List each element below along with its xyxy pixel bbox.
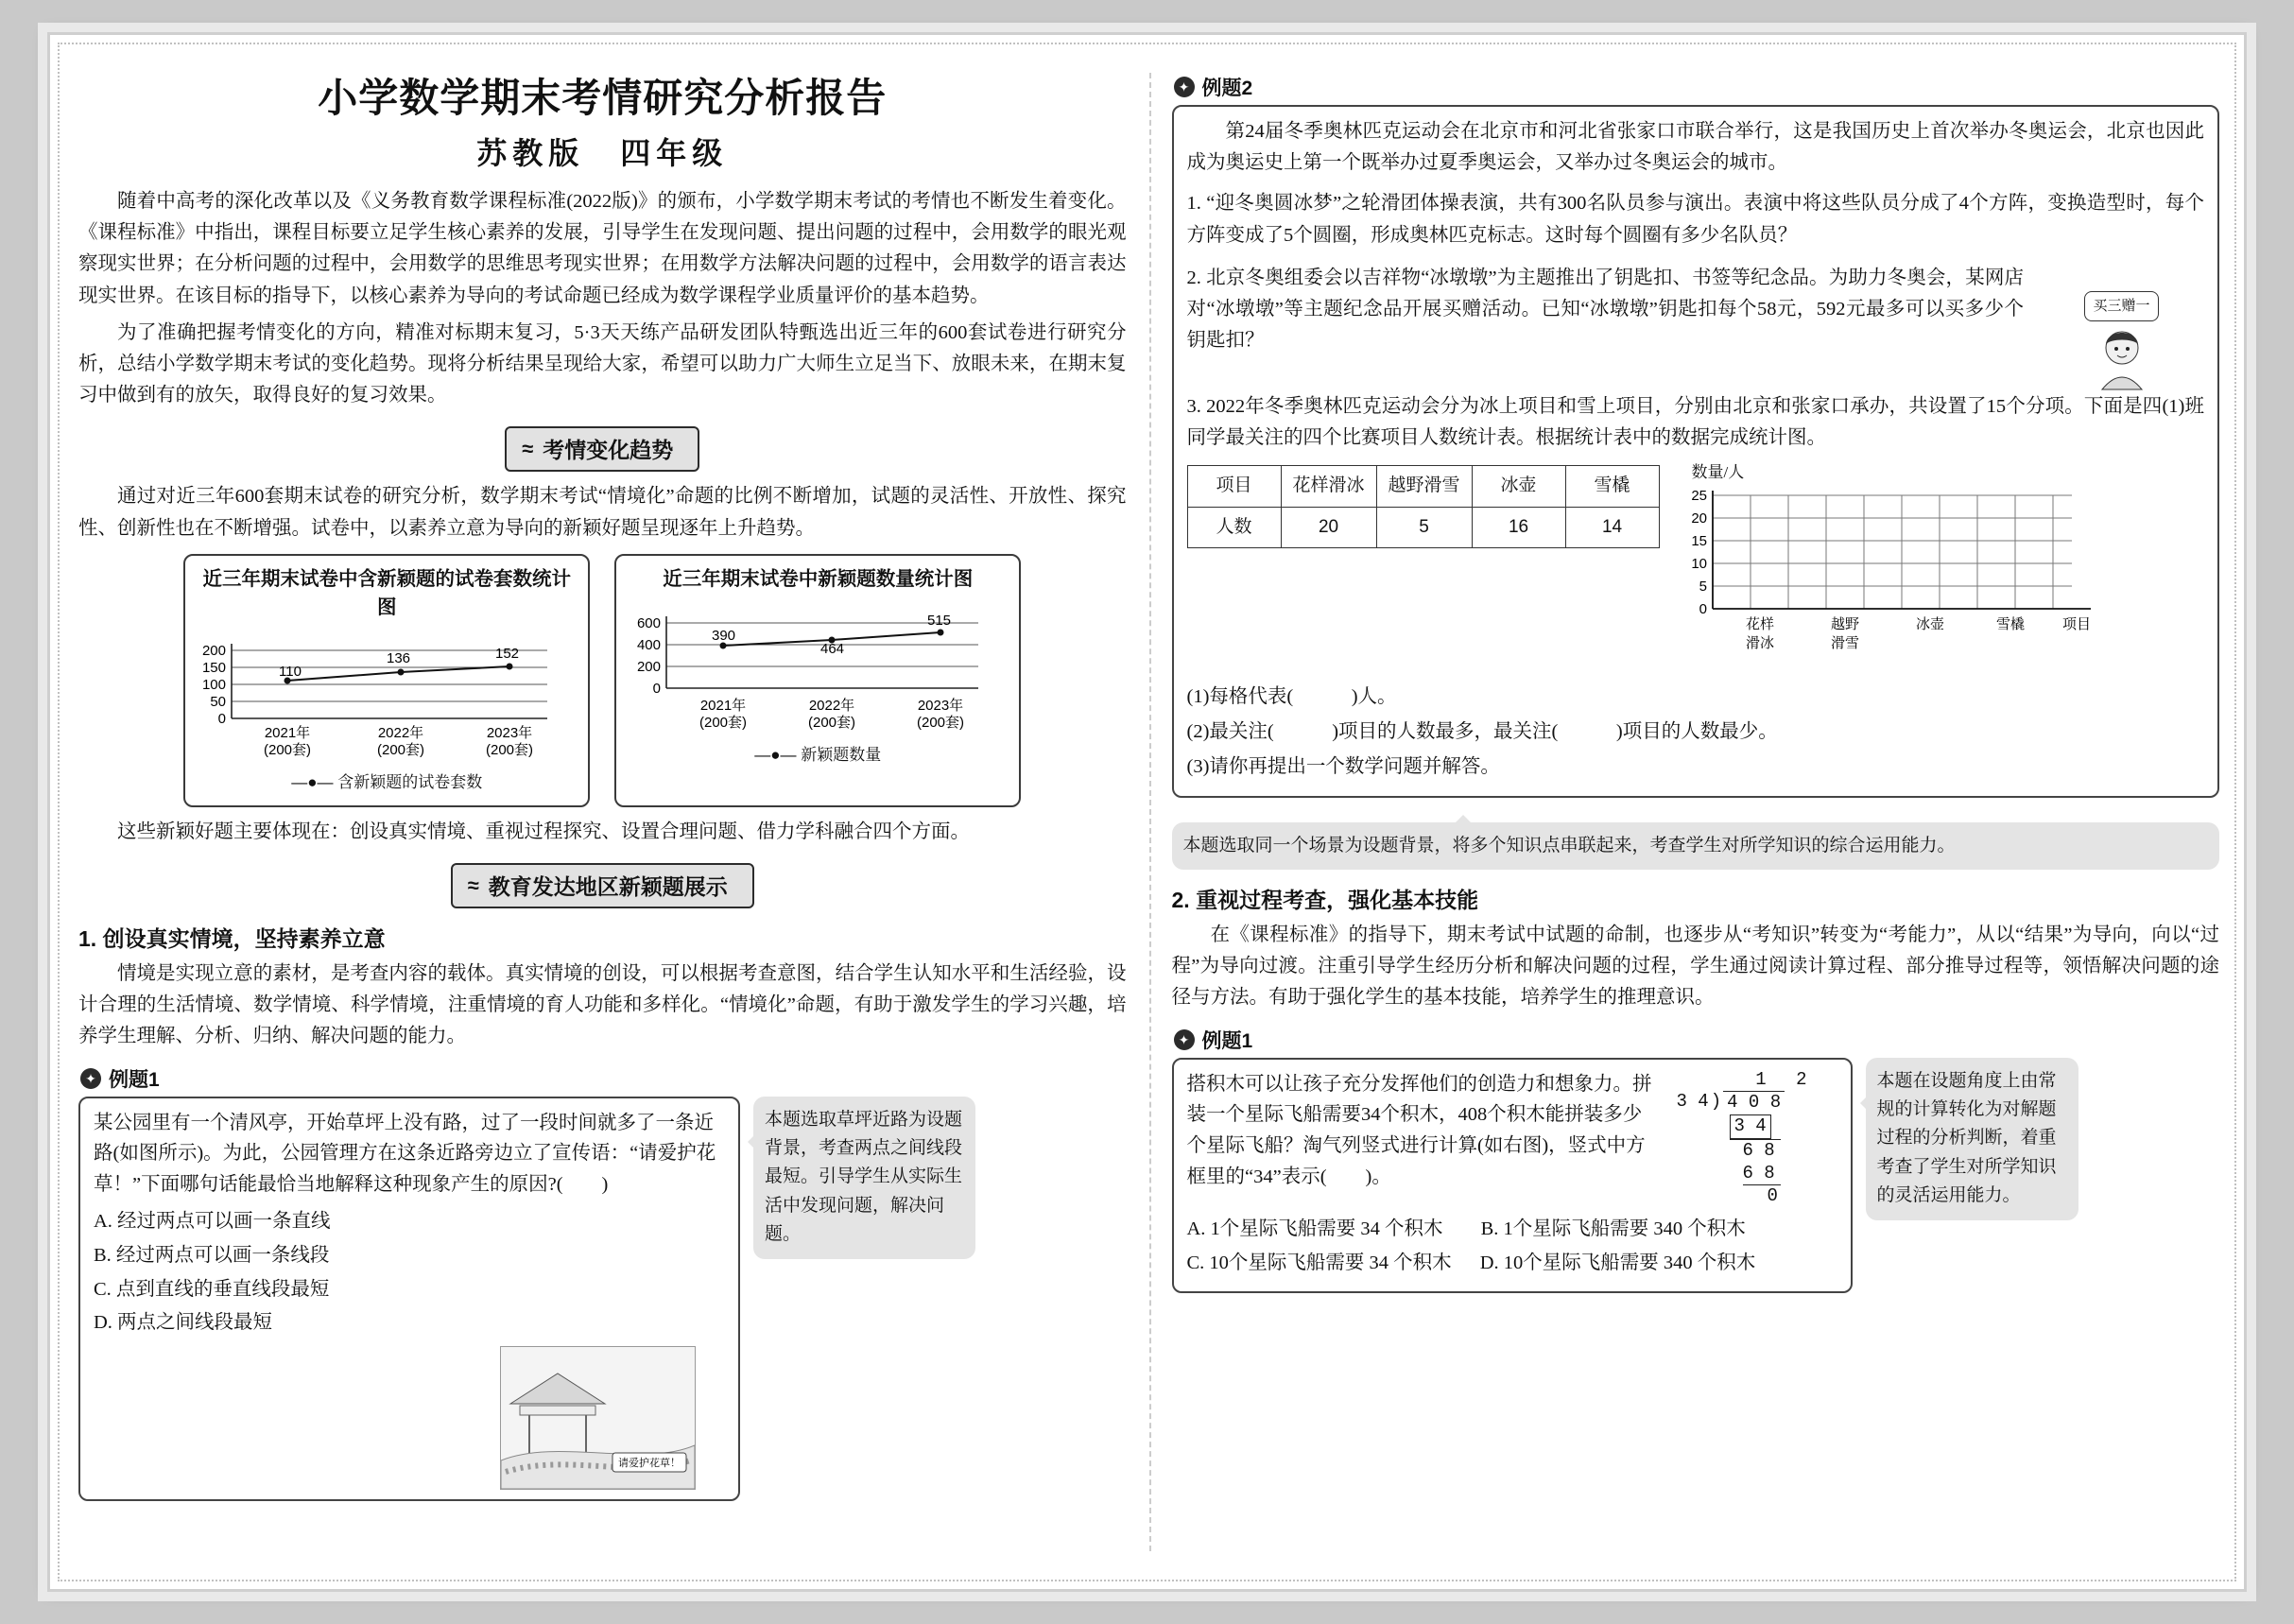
chart-1-title: 近三年期末试卷中含新颖题的试卷套数统计图 <box>202 567 571 618</box>
example2-label: 例题2 <box>1201 78 1253 99</box>
chart-2-title: 近三年期末试卷中新颖题数量统计图 <box>663 567 974 590</box>
topic2-example-tag <box>1174 1026 2220 1054</box>
trend-paragraph: 通过对近三年600套期末试卷的研究分析，数学期末考试“情境化”命题的比例不断增加，试题的灵活性、开放性、探究性、创新性也在不断增强。试卷中，以素养立意为导向的新颖好题呈现逐年上升趋势。 <box>78 486 1127 539</box>
trend-heading-label: 考情变化趋势 <box>543 438 674 463</box>
table-cell-category-1: 越野滑雪 <box>1376 466 1472 507</box>
promo-badge: 买三赠一 <box>2084 291 2158 321</box>
table-cell-value-0: 20 <box>1281 507 1376 547</box>
page-subtitle: 苏教版 四年级 <box>476 136 729 170</box>
svg-text:雪橇: 雪橇 <box>1995 616 2025 633</box>
example2-item-2: 2. 北京冬奥组委会以吉祥物“冰墩墩”为主题推出了钥匙扣、书签等纪念品。为助力冬奥会，某网店对“冰墩墩”等主题纪念品开展买赠活动。已知“冰墩墩”钥匙扣每个58元，592元最多可以买多少个钥匙扣？ <box>1186 267 2024 352</box>
legend-line-icon: —●— <box>291 773 334 792</box>
chart-3-ylabel: 数量/人 <box>1691 463 1745 482</box>
svg-text:滑雪: 滑雪 <box>1830 635 1859 652</box>
svg-text:项目: 项目 <box>2061 616 2091 633</box>
svg-text:390: 390 <box>712 627 736 644</box>
topic2-example-row <box>1172 1058 2220 1293</box>
topic1-question-box <box>78 1097 740 1502</box>
topic2-callout-text: 本题在设题角度上由常规的计算转化为对解题过程的分析判断，着重考查了学生对所学知识的灵活运用能力。 <box>1876 1070 2057 1206</box>
topic1-choice-b: B. 经过两点可以画一条线段 <box>94 1244 330 1266</box>
charts-row <box>78 554 1127 807</box>
division-step-1-boxed: 3 4 <box>1730 1114 1771 1139</box>
svg-text:100: 100 <box>202 677 227 694</box>
wave-icon: ≈ <box>522 436 532 460</box>
chart-1-legend <box>197 769 577 792</box>
svg-text:花样: 花样 <box>1745 616 1774 633</box>
svg-text:越野: 越野 <box>1830 616 1859 633</box>
example2-callout <box>1172 822 2220 870</box>
chart-1-legend-label: 含新颖题的试卷套数 <box>337 773 483 792</box>
division-quotient: 1 2 <box>1755 1068 1817 1090</box>
report-page <box>47 32 2247 1592</box>
division-step-2: 6 8 <box>1742 1139 1775 1161</box>
example2-item-2-row <box>1187 263 2205 391</box>
chart-2-plot <box>629 597 1007 739</box>
svg-text:10: 10 <box>1690 556 1707 573</box>
table-cell-category-3: 雪橇 <box>1565 466 1659 507</box>
svg-text:2021年: 2021年 <box>265 725 311 742</box>
topic1-question-text: 某公园里有一个清风亭，开始草坪上没有路，过了一段时间就多了一条近路(如图所示)。为此，公园管理方在这条近路旁边立了宣传语：“请爱护花草！”下面哪句话能最恰当地解释这种现象产生的原因?( ) <box>94 1112 716 1196</box>
table-cell-category-0: 花样滑冰 <box>1281 466 1376 507</box>
chart-2-legend-label: 新颖题数量 <box>801 745 882 764</box>
topic1-example-row <box>78 1097 1127 1502</box>
svg-text:515: 515 <box>927 612 952 629</box>
topic1-choice-a: A. 经过两点可以画一条直线 <box>94 1211 331 1233</box>
svg-text:0: 0 <box>1699 601 1707 618</box>
svg-text:400: 400 <box>637 636 662 653</box>
svg-text:200: 200 <box>637 658 662 675</box>
topic2-paragraph: 在《课程标准》的指导下，期末考试中试题的命制，也逐步从“考知识”转变为“考能力”，从以“结果”为导向，向以“过程”为导向过渡。注重引导学生经历分析和解决问题的过程，学生通过阅读计算过程、部分推导过程等，领悟解决问题的途径与方法。有助于强化学生的基本技能，培养学生的推理意识。 <box>1171 924 2219 1009</box>
promo-illustration <box>2039 289 2204 391</box>
trend-section-header <box>78 426 1127 472</box>
lightbulb-icon: ✦ <box>1174 77 1195 97</box>
svg-text:2023年: 2023年 <box>487 725 533 742</box>
long-division-illustration <box>1677 1069 1837 1209</box>
example2-subquestions <box>1187 682 2205 782</box>
topic2-callout <box>1866 1058 2078 1220</box>
chart-card-2 <box>614 554 1021 807</box>
svg-text:2023年: 2023年 <box>918 697 964 714</box>
statistics-table <box>1187 465 1660 548</box>
example2-subquestion-2: (2)最关注( )项目的人数最多，最关注( )项目的人数最少。 <box>1186 721 1778 742</box>
left-column <box>78 61 1149 1572</box>
svg-text:(200套): (200套) <box>699 714 748 731</box>
lightbulb-icon: ✦ <box>80 1068 101 1089</box>
lightbulb-icon: ✦ <box>1174 1029 1195 1050</box>
svg-text:(200套): (200套) <box>917 714 965 731</box>
chart-3-plot <box>1675 485 2119 660</box>
chart-1-plot <box>198 625 576 767</box>
topic1-heading: 1. 创设真实情境，坚持素养立意 <box>78 926 386 952</box>
svg-text:冰壶: 冰壶 <box>1915 616 1944 633</box>
svg-text:15: 15 <box>1690 533 1707 550</box>
example2-subquestion-1: (1)每格代表( )人。 <box>1186 686 1397 708</box>
topic2-choice-b: B. 1个星际飞船需要 340 个积木 <box>1480 1218 1746 1240</box>
example2-data-row <box>1187 459 2205 670</box>
topic2-choice-a: A. 1个星际飞船需要 34 个积木 <box>1186 1218 1443 1240</box>
example2-subquestion-3: (3)请你再提出一个数学问题并解答。 <box>1186 755 1500 777</box>
example2-item-1: 1. “迎冬奥圆冰梦”之轮滑团体操表演，共有300名队员参与演出。表演中将这些队员分成了4个方阵，变换造型时，每个方阵变成了5个圆圈，形成奥林匹克标志。这时每个圆圈有多少名队员？ <box>1186 193 2204 246</box>
division-divisor: 3 4 <box>1676 1091 1709 1113</box>
chart-2-legend <box>628 741 1008 765</box>
trend-footer: 这些新颖好题主要体现在：创设真实情境、重视过程探究、设置合理问题、借力学科融合四个方面。 <box>117 821 970 843</box>
svg-text:200: 200 <box>202 643 227 660</box>
svg-text:464: 464 <box>820 640 845 657</box>
svg-text:50: 50 <box>210 694 227 711</box>
svg-text:600: 600 <box>637 614 662 631</box>
svg-text:110: 110 <box>279 664 302 681</box>
right-column <box>1149 61 2220 1572</box>
svg-text:136: 136 <box>387 650 411 667</box>
topic1-example-tag <box>80 1064 1127 1093</box>
topic1-choices <box>94 1206 725 1339</box>
division-remainder: 0 <box>1767 1185 1778 1207</box>
legend-line-icon: —●— <box>754 745 797 764</box>
topic1-paragraph: 情境是实现立意的素材，是考查内容的载体。真实情境的创设，可以根据考查意图，结合学生认知水平和生活经验，设计合理的生活情境、数学情境、科学情境，注重情境的育人功能和多样化。“情境化”命题，有助于激发学生的学习兴趣，培养学生理解、分析、归纳、解决问题的能力。 <box>78 963 1127 1047</box>
topic2-example-label: 例题1 <box>1201 1029 1253 1052</box>
column-divider <box>1149 73 1151 1551</box>
topic1-example-label: 例题1 <box>109 1068 160 1091</box>
topic2-question-box <box>1172 1058 1853 1293</box>
svg-text:(200套): (200套) <box>486 742 534 759</box>
table-cell-value-1: 5 <box>1376 507 1472 547</box>
page-title: 小学数学期末考情研究分析报告 <box>318 76 888 120</box>
table-row-values <box>1187 507 1659 547</box>
topic2-choices <box>1187 1214 1837 1279</box>
pavilion-illustration <box>500 1346 696 1490</box>
svg-text:2021年: 2021年 <box>700 697 747 714</box>
topic2-choice-d: D. 10个星际飞船需要 340 个积木 <box>1479 1252 1756 1273</box>
division-bracket-icon: ) <box>1710 1091 1722 1113</box>
topic2-choice-c: C. 10个星际飞船需要 34 个积木 <box>1186 1252 1452 1273</box>
table-row-categories <box>1187 466 1659 507</box>
svg-text:20: 20 <box>1690 510 1707 527</box>
svg-text:(200套): (200套) <box>808 714 856 731</box>
division-step-3: 6 8 <box>1742 1162 1775 1183</box>
table-cell-value-3: 14 <box>1565 507 1659 547</box>
topic2-question-row <box>1187 1069 1837 1209</box>
topic2-question-text: 搭积木可以让孩子充分发挥他们的创造力和想象力。拼装一个星际飞船需要34个积木，408个积木能拼装多少个星际飞船？淘气列竖式进行计算(如右图)，竖式中方框里的“34”表示( )。 <box>1186 1073 1652 1187</box>
svg-text:滑冰: 滑冰 <box>1745 635 1774 652</box>
table-header-count: 人数 <box>1187 507 1281 547</box>
example2-callout-text: 本题选取同一个场景为设题背景，将多个知识点串联起来，考查学生对所学知识的综合运用能力。 <box>1182 835 1956 855</box>
svg-text:0: 0 <box>217 711 227 728</box>
example2-intro: 第24届冬季奥林匹克运动会在北京市和河北省张家口市联合举行，这是我国历史上首次举办冬奥运会，北京也因此成为奥运史上第一个既举办过夏季奥运会，又举办过冬奥运会的城市。 <box>1186 121 2204 174</box>
topic1-callout-text: 本题选取草坪近路为设题背景，考查两点之间线段最短。引导学生从实际生活中发现问题，解决问题。 <box>765 1109 963 1245</box>
svg-text:152: 152 <box>495 646 520 663</box>
svg-text:2022年: 2022年 <box>809 697 855 714</box>
intro-paragraph-1: 随着中高考的深化改革以及《义务教育数学课程标准(2022版)》的颁布，小学数学期末考试的考情也不断发生着变化。《课程标准》中指出，课程目标要立足学生核心素养的发展，引导学生在发现问题、提出问题的过程中，会用数学的眼光观察现实世界；在分析问题的过程中，会用数学的思维思考现实世界；在用数学方法解决问题的过程中，会用数学的语言表达现实世界。在该目标的指导下，以核心素养为导向的考试命题已经成为数学课程学业质量评价的基本趋势。 <box>78 191 1127 306</box>
chart-card-1 <box>183 554 590 807</box>
showcase-section-header <box>78 863 1127 908</box>
blank-bar-chart <box>1675 459 2119 670</box>
table-cell-category-2: 冰壶 <box>1472 466 1565 507</box>
svg-text:150: 150 <box>202 660 227 677</box>
table-cell-value-2: 16 <box>1472 507 1565 547</box>
girl-avatar-icon <box>2079 323 2165 391</box>
division-dividend: 4 0 8 <box>1723 1091 1785 1114</box>
showcase-heading-label: 教育发达地区新颖题展示 <box>488 874 728 900</box>
example2-item-3: 3. 2022年冬季奥林匹克运动会分为冰上项目和雪上项目，分别由北京和张家口承办，共设置了15个分项。下面是四(1)班同学最关注的四个比赛项目人数统计表。根据统计表中的数据完成统计图。 <box>1186 395 2204 449</box>
topic1-callout <box>753 1097 975 1259</box>
topic2-heading: 2. 重视过程考查，强化基本技能 <box>1171 887 1479 912</box>
example2-box <box>1172 105 2220 798</box>
topic1-choice-c: C. 点到直线的垂直线段最短 <box>94 1278 330 1300</box>
topic1-choice-d: D. 两点之间线段最短 <box>94 1312 273 1334</box>
wave-icon: ≈ <box>467 872 477 897</box>
intro-paragraph-2: 为了准确把握考情变化的方向，精准对标期末复习，5·3天天练产品研发团队特甄选出近三年的600套试卷进行研究分析，总结小学数学期末考试的变化趋势。现将分析结果呈现给大家，希望可以助力广大师生立足当下、放眼未来，在期末复习中做到有的放矢，取得良好的复习效果。 <box>78 321 1127 406</box>
sign-caption: 请爱护花草！ <box>618 1458 681 1470</box>
svg-text:(200套): (200套) <box>264 742 312 759</box>
svg-text:25: 25 <box>1690 488 1707 505</box>
svg-text:5: 5 <box>1699 579 1707 596</box>
example2-tag <box>1174 73 2220 101</box>
svg-text:2022年: 2022年 <box>378 725 424 742</box>
svg-text:(200套): (200套) <box>377 742 425 759</box>
table-header-item: 项目 <box>1187 466 1281 507</box>
svg-text:0: 0 <box>652 680 662 697</box>
